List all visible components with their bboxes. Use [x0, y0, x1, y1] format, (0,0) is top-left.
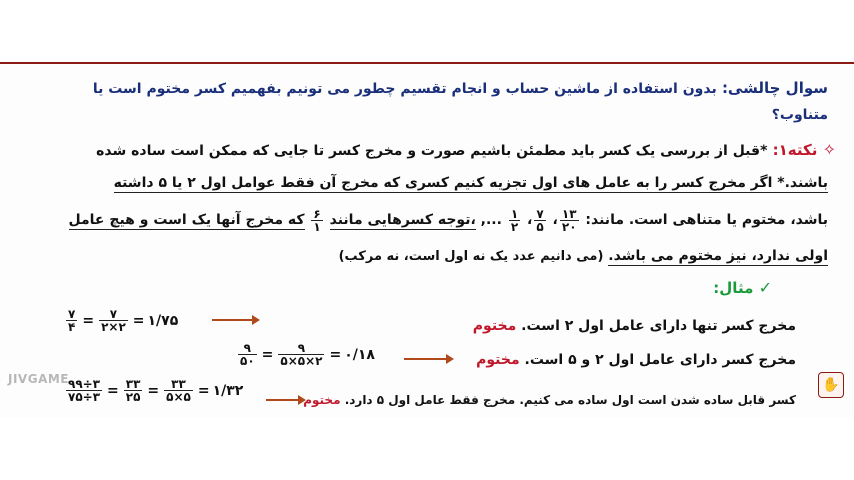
note-line3-ellipsis: ...,	[480, 212, 502, 228]
ex1-frac-a: $\frac{۷}{۴}$	[68, 307, 76, 334]
note-line3-c: ،توجه کسرهایی مانند	[329, 212, 476, 228]
example-heading	[713, 278, 772, 298]
note-title: نکته۱:	[772, 141, 818, 159]
ex1-tag: مختوم	[472, 318, 517, 334]
note-line-1	[96, 140, 836, 161]
star-outline-icon: ✧	[822, 140, 836, 159]
example-row-3-text	[303, 390, 796, 410]
ex1-result: ۱/۷۵	[147, 312, 179, 329]
document-page	[0, 62, 854, 418]
ex3-result: ۱/۳۲	[212, 382, 244, 399]
watermark: JIVGAME	[8, 372, 69, 386]
example-row-2-text	[476, 350, 796, 370]
note-line2-text: باشند.* اگر مخرج کسر را به عامل های اول تجزیه کنیم کسری که مخرج آن فقط عوامل اول ۲ یا ۵ داشته	[113, 175, 828, 191]
challenge-line-cont	[772, 104, 828, 125]
challenge-text-cont: متناوب؟	[771, 107, 828, 123]
ex2-frac-a: $\frac{۹}{۵۰}$	[240, 341, 255, 368]
ex3-text: کسر قابل ساده شدن است اول ساده می کنیم. مخرج فقط عامل اول ۵ دارد.	[344, 393, 796, 407]
note-line-2	[114, 172, 828, 193]
ex2-arrow	[404, 358, 452, 360]
challenge-title: سوال چالشی:	[721, 79, 828, 97]
ex2-text: مخرج کسر دارای عامل اول ۲ و ۵ است.	[524, 352, 796, 368]
raise-hand-icon[interactable]: ✋	[818, 372, 844, 398]
note-line3-a: باشد، مختوم یا متناهی است. مانند:	[585, 212, 828, 228]
fraction-1-2: $\frac{۱}{۲}$	[510, 206, 519, 234]
fraction-7-5: $\frac{۷}{۵}$	[536, 206, 544, 234]
example-row-1-text	[473, 316, 796, 336]
top-letterbox	[0, 0, 854, 62]
ex3-tag: مختوم	[303, 393, 341, 407]
ex2-tag: مختوم	[476, 352, 520, 368]
ex3-frac-b: $\frac{۳۳}{۲۵}$	[125, 377, 141, 404]
example-title: مثال:	[713, 279, 754, 297]
note-line-3: باشد، مختوم یا متناهی است. مانند: $\frac{۱۳}{۲۰}$ ، $\frac{۷}{۵}$ ، $\frac{۱}{۲}$ ..., ،توجه کسرهایی مانند $\frac{۶}{۱}$ که مخرج آنها یک است و هیچ عامل	[68, 206, 828, 234]
example-row-3-expr: $\frac{۹۹\div ۳}{۷۵\div ۳}$ = $\frac{۳۳}{۲۵}$ = $\frac{۳۳}{۵\times ۵}$ = ۱/۳۲	[68, 377, 244, 404]
note-line-4	[339, 246, 828, 267]
check-icon: ✓	[758, 278, 772, 297]
ex3-frac-c: $\frac{۳۳}{۵\times ۵}$	[166, 377, 191, 404]
ex3-frac-a: $\frac{۹۹\div ۳}{۷۵\div ۳}$	[68, 377, 101, 404]
bottom-letterbox	[0, 418, 854, 480]
note-line1-text: *قبل از بررسی یک کسر باید مطمئن باشیم صورت و مخرج کسر تا جایی که ممکن است ساده شده	[96, 143, 768, 159]
fraction-6-1: $\frac{۶}{۱}$	[313, 206, 321, 234]
example-row-2-expr: $\frac{۹}{۵۰}$ = $\frac{۹}{۵\times ۵\times ۲}$ = ۰/۱۸	[240, 341, 375, 368]
ex1-frac-b: $\frac{۷}{۲\times ۲}$	[101, 307, 126, 334]
note-line4-b: (می دانیم عدد یک نه اول است، نه مرکب)	[338, 249, 604, 264]
example-row-1-expr: $\frac{۷}{۴}$ = $\frac{۷}{۲\times ۲}$ = ۱/۷۵	[68, 307, 179, 334]
fraction-13-20: $\frac{۱۳}{۲۰}$	[561, 206, 577, 234]
challenge-text: بدون استفاده از ماشین حساب و انجام تقسیم چطور می تونیم بفهمیم کسر مختوم است یا	[92, 81, 717, 97]
ex1-text: مخرج کسر تنها دارای عامل اول ۲ است.	[521, 318, 796, 334]
note-line3-d: که مخرج آنها یک است و هیچ عامل	[68, 212, 305, 228]
ex1-arrow	[212, 319, 258, 321]
challenge-line	[93, 78, 828, 99]
ex3-arrow	[266, 399, 304, 401]
ex2-frac-b: $\frac{۹}{۵\times ۵\times ۲}$	[280, 341, 323, 368]
ex2-result: ۰/۱۸	[344, 346, 375, 363]
note-line4-a: اولی ندارد، نیز مختوم می باشد.	[608, 248, 828, 264]
